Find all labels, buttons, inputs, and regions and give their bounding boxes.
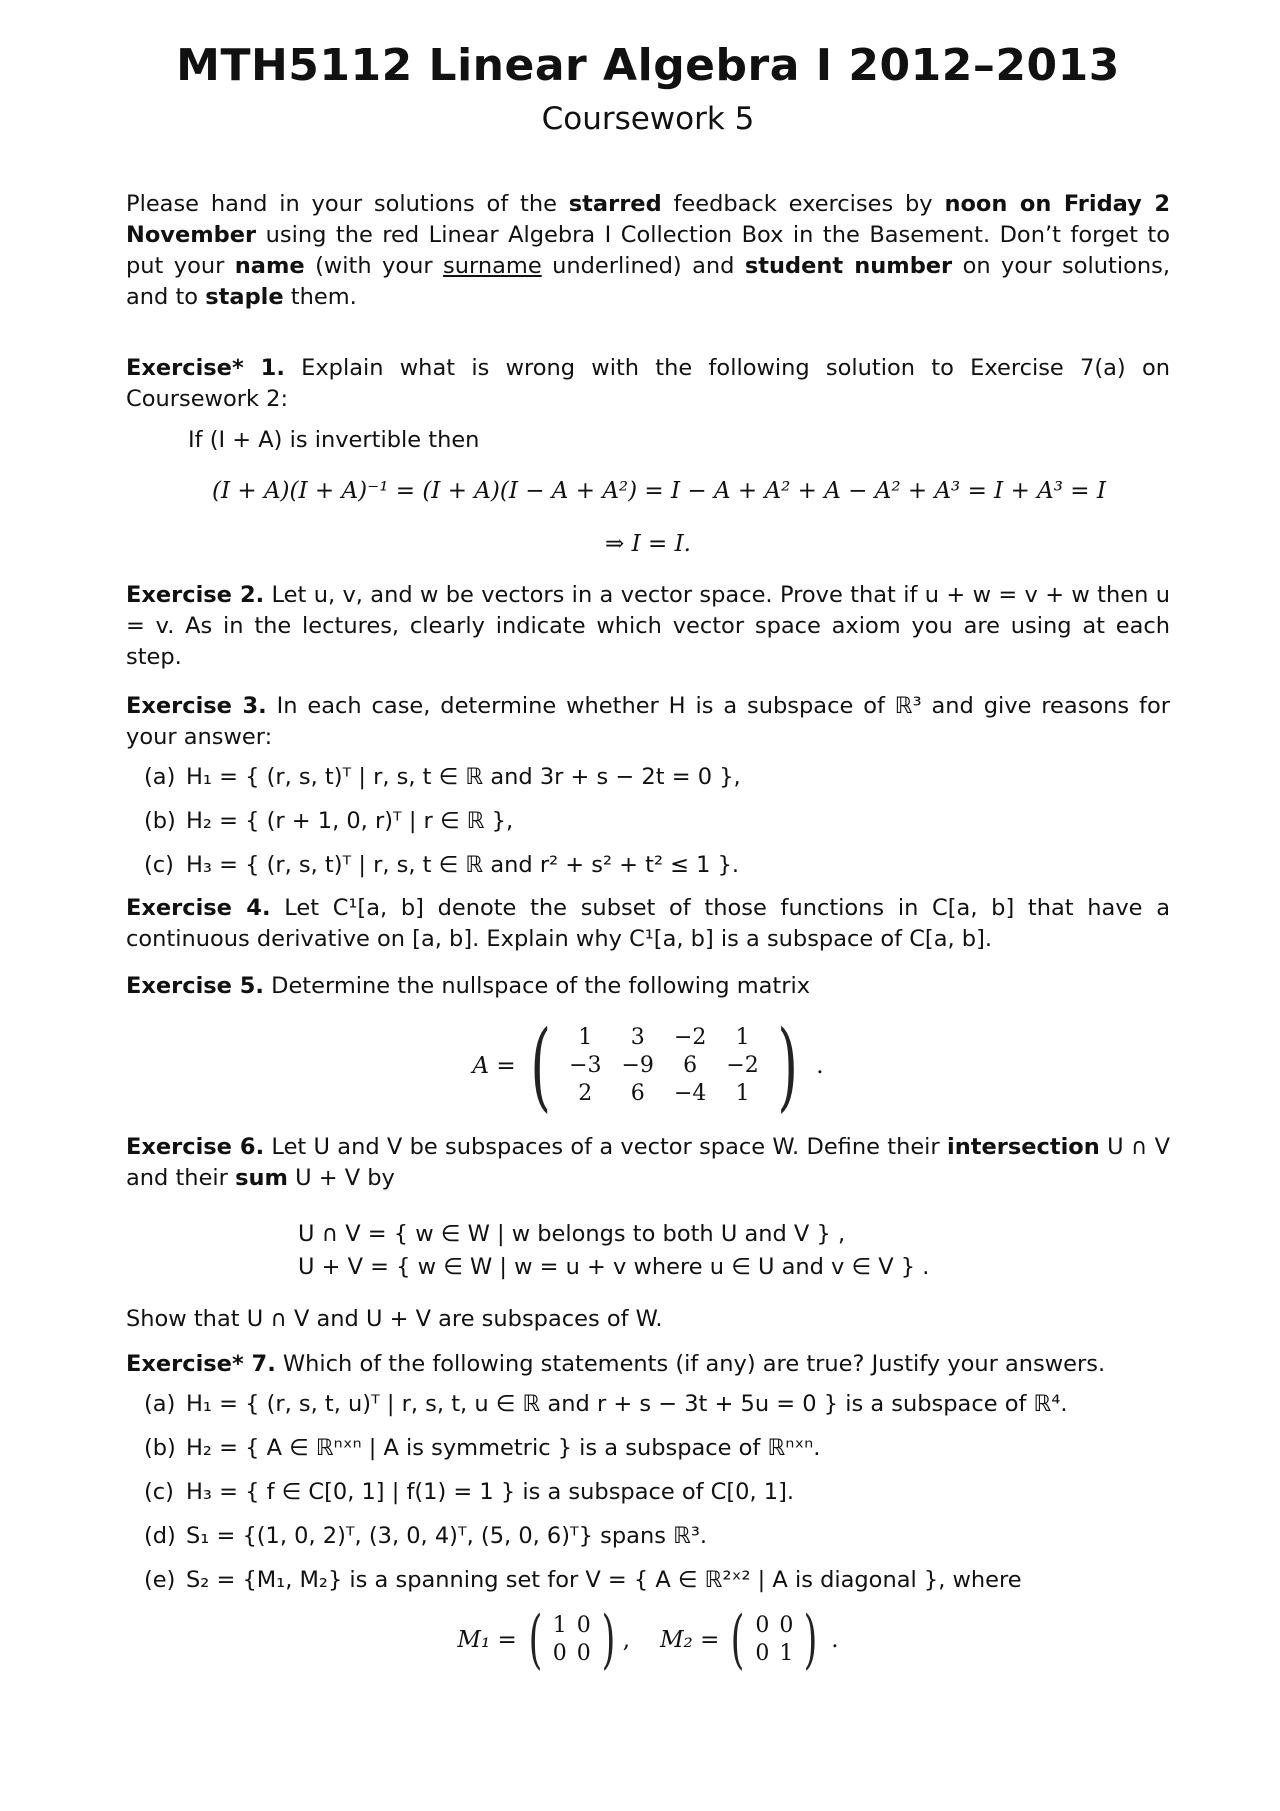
item-label: (b) <box>144 808 176 834</box>
list-item <box>144 1432 1170 1464</box>
matrix-cell: −9 <box>621 1053 654 1078</box>
exercise-7-heading: Exercise* 7. <box>126 1351 276 1377</box>
exercise-1 <box>126 353 1170 560</box>
matrix-cell: 3 <box>630 1025 645 1050</box>
matrix-cell: 0 <box>576 1613 591 1638</box>
item-label: (d) <box>144 1523 176 1549</box>
left-paren-icon: ( <box>730 1603 745 1677</box>
matrix-cell: −3 <box>569 1053 602 1078</box>
matrix-label: A = <box>472 1053 516 1079</box>
exercise-6-statement <box>126 1132 1170 1194</box>
exercise-7-statement <box>126 1349 1170 1380</box>
matrix-table <box>548 1612 596 1668</box>
list-item <box>144 1388 1170 1420</box>
item-text: H₃ = { f ∈ C[0, 1] | f(1) = 1 } is a subspace of C[0, 1]. <box>186 1479 795 1505</box>
exercise-6-text: Let U and V be subspaces of a vector space W. Define their <box>264 1134 947 1160</box>
intro-text: feedback exercises by <box>661 191 945 217</box>
list-item <box>144 805 1170 837</box>
right-paren-icon: ) <box>601 1603 616 1677</box>
matrix-cell: 0 <box>755 1613 770 1638</box>
exercise-5-heading: Exercise 5. <box>126 973 264 999</box>
exercise-1-statement <box>126 353 1170 415</box>
exercise-6 <box>126 1132 1170 1335</box>
item-label: (c) <box>144 852 174 878</box>
intro-text: (with your <box>304 253 444 279</box>
exercise-7-text: Which of the following statements (if any) are true? Justify your answers. <box>275 1351 1106 1377</box>
list-item <box>144 1520 1170 1552</box>
left-paren-icon: ( <box>528 1603 543 1677</box>
exercise-5 <box>126 971 1170 1122</box>
exercise-3-text: In each case, determine whether H is a subspace of ℝ³ and give reasons for your answer: <box>126 693 1170 750</box>
exercise-3 <box>126 691 1170 881</box>
matrix-cell: −2 <box>726 1053 759 1078</box>
exercise-7 <box>126 1349 1170 1677</box>
exercise-6-heading: Exercise 6. <box>126 1134 265 1160</box>
matrix-row <box>559 1080 769 1108</box>
item-label: (e) <box>144 1567 176 1593</box>
matrix-label: M₂ = <box>660 1627 720 1653</box>
page-subtitle: Coursework 5 <box>541 101 755 137</box>
matrix-cell: 1 <box>779 1641 794 1666</box>
intro-text: Please hand in your solutions of the <box>126 191 569 217</box>
item-text: H₂ = { (r + 1, 0, r)ᵀ | r ∈ ℝ }, <box>186 808 514 834</box>
item-text: H₁ = { (r, s, t)ᵀ | r, s, t ∈ ℝ and 3r + s − 2t = 0 }, <box>186 764 741 790</box>
exercise-6-closing: Show that U ∩ V and U + V are subspaces of W. <box>126 1306 663 1332</box>
intro-text: underlined) and <box>541 253 745 279</box>
matrix-cell: 2 <box>578 1081 593 1106</box>
item-label: (a) <box>144 764 176 790</box>
matrix-row <box>559 1052 769 1080</box>
exercise-1-conclusion: ⇒ I = I. <box>605 531 691 557</box>
intro-bold: starred <box>568 191 662 217</box>
matrix-cell: 1 <box>552 1613 567 1638</box>
matrix-cell: 6 <box>630 1081 645 1106</box>
item-text: H₁ = { (r, s, t, u)ᵀ | r, s, t, u ∈ ℝ and r + s − 3t + 5u = 0 } is a subspace of ℝ⁴. <box>186 1391 1068 1417</box>
item-label: (c) <box>144 1479 174 1505</box>
exercise-1-heading: Exercise* 1. <box>126 355 285 381</box>
item-text: H₃ = { (r, s, t)ᵀ | r, s, t ∈ ℝ and r² + s² + t² ≤ 1 }. <box>186 852 740 878</box>
matrix-row <box>559 1024 769 1052</box>
matrix-cell: 0 <box>755 1641 770 1666</box>
exercise-6-bold: intersection <box>946 1134 1100 1160</box>
list-item <box>144 1476 1170 1508</box>
exercise-1-equation: (I + A)(I + A)⁻¹ = (I + A)(I − A + A²) = I − A + A² + A − A² + A³ = I + A³ = I <box>212 478 1106 504</box>
matrices-m1-m2 <box>126 1603 1170 1677</box>
exercise-4 <box>126 893 1170 955</box>
matrix-cell: 0 <box>552 1641 567 1666</box>
right-paren-icon: ) <box>777 1010 798 1122</box>
coursework-page <box>126 40 1170 1690</box>
item-text: H₂ = { A ∈ ℝⁿˣⁿ | A is symmetric } is a subspace of ℝⁿˣⁿ. <box>186 1435 821 1461</box>
matrix-period: . <box>831 1627 839 1653</box>
exercise-2-text: Let u, v, and w be vectors in a vector space. Prove that if u + w = v + w then u = v. As in the lectures, clearly indicate which vector space axiom you are using at each step. <box>126 582 1170 670</box>
matrix-cell: 1 <box>735 1025 750 1050</box>
item-text: S₂ = {M₁, M₂} is a spanning set for V = { A ∈ ℝ²ˣ² | A is diagonal }, where <box>186 1567 1022 1593</box>
left-paren-icon: ( <box>530 1010 551 1122</box>
matrix-cell: −4 <box>673 1081 707 1106</box>
matrix-period: . <box>816 1053 824 1079</box>
matrix-table <box>750 1612 798 1668</box>
intro-underline: surname <box>443 253 542 279</box>
intro-text: them. <box>283 284 357 310</box>
exercise-2 <box>126 580 1170 673</box>
item-text: S₁ = {(1, 0, 2)ᵀ, (3, 0, 4)ᵀ, (5, 0, 6)ᵀ} spans ℝ³. <box>186 1523 708 1549</box>
matrix-label: M₁ = <box>457 1627 517 1653</box>
intro-bold: staple <box>205 284 284 310</box>
sum-definition: U + V = { w ∈ W | w = u + v where u ∈ U and v ∈ V } . <box>298 1254 930 1280</box>
exercise-2-heading: Exercise 2. <box>126 582 265 608</box>
exercise-3-list <box>126 761 1170 881</box>
exercise-1-line: If (I + A) is invertible then <box>188 427 480 453</box>
intro-paragraph <box>126 189 1170 313</box>
exercise-5-statement <box>126 971 1170 1002</box>
matrix-row <box>548 1612 596 1640</box>
intro-bold: student number <box>744 253 953 279</box>
matrix-cell: 6 <box>683 1053 698 1078</box>
right-paren-icon: ) <box>803 1603 818 1677</box>
exercise-6-text: U ∩ V and their <box>126 1134 1170 1191</box>
matrix-row <box>548 1640 596 1668</box>
matrix-cell: 0 <box>576 1641 591 1666</box>
exercise-3-heading: Exercise 3. <box>126 693 267 719</box>
matrix-cell: 0 <box>779 1613 794 1638</box>
set-definitions <box>126 1218 1170 1284</box>
matrix-row <box>750 1612 798 1640</box>
matrix-a <box>126 1010 1170 1122</box>
matrix-cell: −2 <box>673 1025 707 1050</box>
exercise-6-text: U + V by <box>287 1165 395 1191</box>
intro-bold: name <box>234 253 305 279</box>
intro-text: using the red Linear Algebra I Collection Box in the Basement. Don’t forget to put your <box>126 222 1170 279</box>
exercise-4-text: Let C¹[a, b] denote the subset of those functions in C[a, b] that have a continuous derivative on [a, b]. Explain why C¹[a, b] is a subspace of C[a, b]. <box>126 895 1170 952</box>
list-item <box>144 1564 1170 1596</box>
page-title: MTH5112 Linear Algebra I 2012–2013 <box>176 40 1120 91</box>
exercise-7-list <box>126 1388 1170 1596</box>
list-item <box>144 761 1170 793</box>
intro-bold: noon on Friday 2 November <box>126 191 1170 248</box>
intersection-definition: U ∩ V = { w ∈ W | w belongs to both U and V } , <box>298 1221 846 1247</box>
exercise-5-text: Determine the nullspace of the following matrix <box>263 973 811 999</box>
matrix-cell: 1 <box>578 1025 593 1050</box>
item-label: (a) <box>144 1391 176 1417</box>
exercise-4-heading: Exercise 4. <box>126 895 271 921</box>
matrix-cell: 1 <box>735 1081 750 1106</box>
exercise-3-statement <box>126 691 1170 753</box>
intro-text: on your solutions, and to <box>126 253 1170 310</box>
exercise-6-bold: sum <box>235 1165 288 1191</box>
matrix-row <box>750 1640 798 1668</box>
matrix-separator: , <box>622 1627 630 1653</box>
list-item <box>144 849 1170 881</box>
item-label: (b) <box>144 1435 176 1461</box>
exercise-1-text: Explain what is wrong with the following solution to Exercise 7(a) on Coursework 2: <box>126 355 1171 412</box>
matrix-table <box>559 1024 769 1108</box>
